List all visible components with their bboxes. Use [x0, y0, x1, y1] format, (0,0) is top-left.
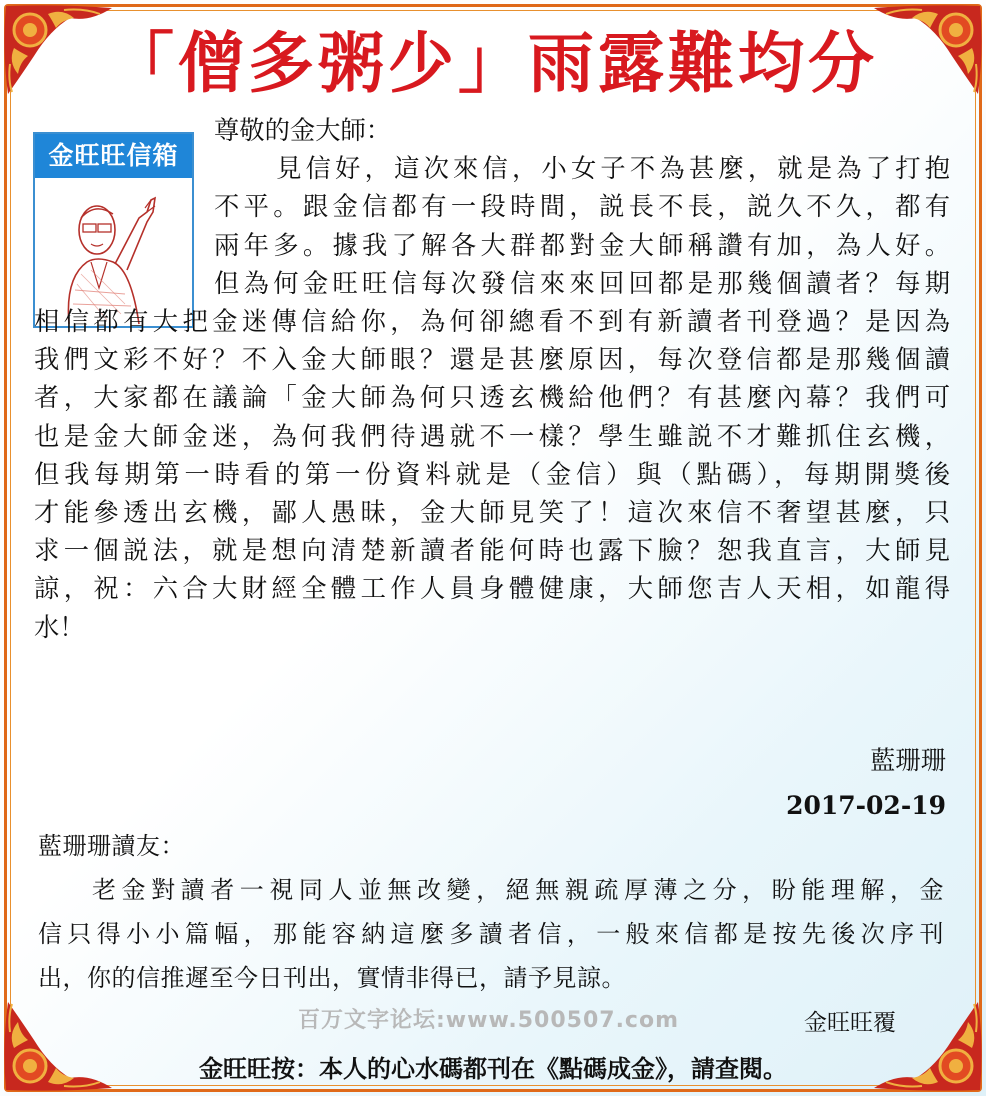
letter-line: 但為何金旺旺信每次發信來來回回都是那幾個讀者？每期: [214, 268, 950, 298]
letter-greeting: 尊敬的金大師：: [214, 116, 392, 145]
editor-reply: [38, 824, 944, 1000]
letter-line: 也是金大師金迷，為何我們待遇就不一樣？學生雖説不才難抓住玄機，: [34, 421, 950, 451]
letter-line: 者，大家都在議論「金大師為何只透玄機給他們？有甚麼內幕？我們可: [34, 383, 950, 413]
letter-line: 兩年多。據我了解各大群都對金大師稱讚有加，為人好。: [214, 230, 950, 260]
letter-date: 2017-02-19: [786, 791, 946, 820]
column-title: 金旺旺信箱: [35, 134, 192, 178]
reply-line: 出，你的信推遲至今日刊出，實情非得已，請予見諒。: [38, 964, 626, 992]
letter-line: 見信好，這次來信，小女子不為甚麼，就是為了打抱: [272, 154, 950, 184]
letter-line: 不平。跟金信都有一段時間，説長不長，説久不久，都有: [214, 192, 950, 222]
forum-watermark: 百万文字论坛:www.500507.com: [298, 1008, 680, 1033]
letter-line: 相信都有大把金迷傳信給你，為何卻總看不到有新讀者刊登過？是因為: [34, 307, 950, 337]
reply-line: 信只得小小篇幅，那能容納這麼多讀者信，一般來信都是按先後次序刊: [38, 920, 944, 948]
letter-line: 才能參透出玄機，鄙人愚昧，金大師見笑了！這次來信不奢望甚麼，只: [34, 498, 950, 528]
reply-greeting: 藍珊珊讀友：: [38, 832, 185, 860]
letter-line: 諒，祝：六合大財經全體工作人員身體健康，大師您吉人天相，如龍得: [34, 574, 950, 604]
headline: 「僧多粥少」雨露難均分: [108, 25, 878, 102]
letter-line: 但我每期第一時看的第一份資料就是（金信）與（點碼），每期開獎後: [34, 459, 950, 489]
reply-signature: 金旺旺覆: [804, 1010, 896, 1036]
footer-note: 金旺旺按：本人的心水碼都刊在《點碼成金》，請查閱。: [199, 1055, 787, 1083]
reader-letter: [34, 112, 950, 647]
letter-signature: 藍珊珊: [870, 746, 946, 775]
letter-line: 水！: [34, 612, 85, 642]
letter-line: 求一個説法，就是想向清楚新讀者能何時也露下臉？恕我直言，大師見: [34, 536, 950, 566]
letter-body: [34, 150, 950, 647]
reply-line: 老金對讀者一視同人並無改變，絕無親疏厚薄之分，盼能理解，金: [92, 876, 944, 904]
letter-line: 我們文彩不好？不入金大師眼？還是甚麼原因，每次登信都是那幾個讀: [34, 345, 950, 375]
